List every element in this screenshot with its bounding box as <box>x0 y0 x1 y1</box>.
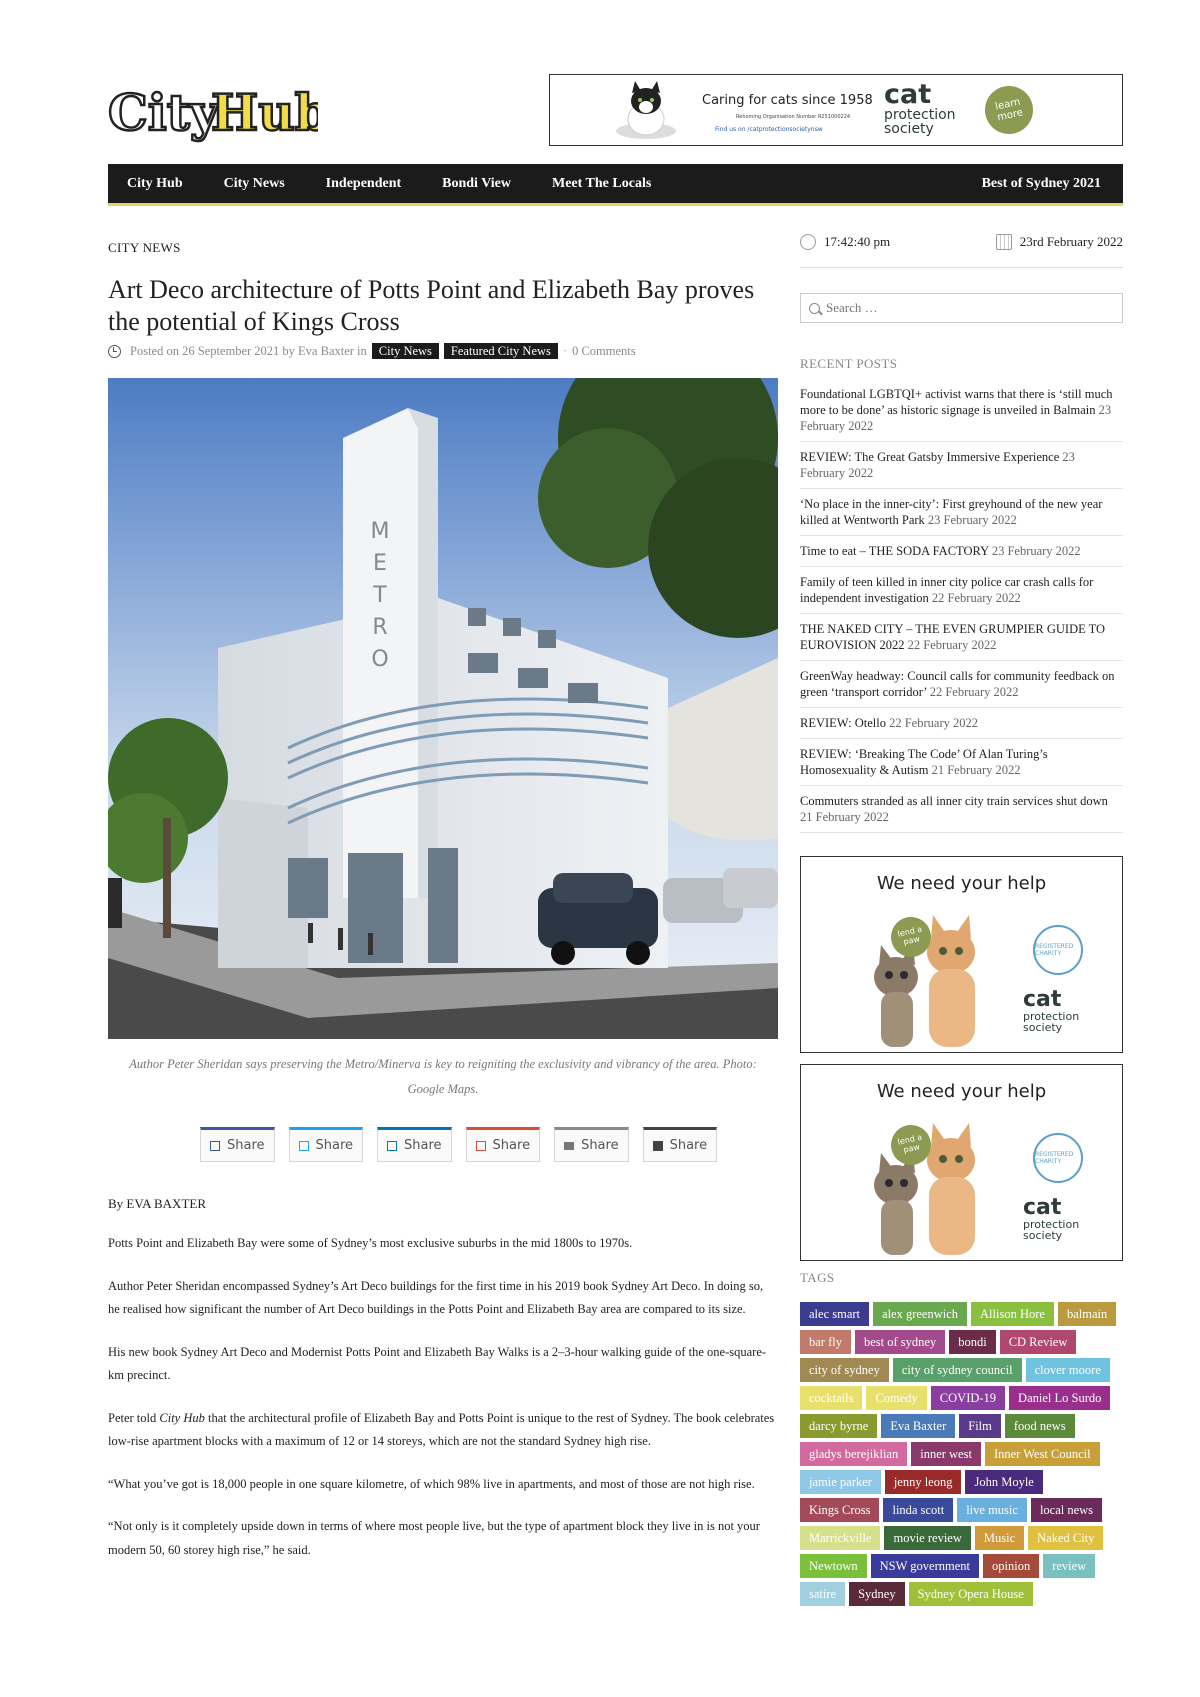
article-photo <box>108 378 778 1039</box>
tag-link[interactable]: Naked City <box>1028 1526 1103 1550</box>
registered-charity-seal: REGISTERED CHARITY <box>1033 925 1083 975</box>
tags-heading: TAGS <box>800 1270 835 1285</box>
nav-independent[interactable]: Independent <box>325 175 402 191</box>
cat-protection-sidebar-ad[interactable] <box>800 1064 1123 1261</box>
nav-meet-the-locals[interactable]: Meet The Locals <box>552 175 652 191</box>
tag-link[interactable]: Film <box>959 1414 1001 1438</box>
print-icon <box>653 1141 663 1151</box>
share-twitter-button[interactable]: Share <box>289 1127 364 1162</box>
recent-post-date: 22 February 2022 <box>907 638 997 652</box>
lend-a-paw-badge: lend a paw <box>887 913 934 960</box>
paragraph: Author Peter Sheridan encompassed Sydney’s Art Deco buildings for the first time in his 2019 book Sydney Art Deco. In doing so, he realised how significant the number of Art Deco buildings in the Potts Point and Elizabeth Bay area are compared to its size. <box>108 1278 764 1316</box>
search-icon <box>809 303 820 314</box>
paragraph: Peter told City Hub that the architectural profile of Elizabeth Bay and Potts Point is unique to the rest of Sydney. The book celebrates low-rise apartment blocks with a maximum of 12 or 14 storeys, which are not the standard Sydney high rise. <box>108 1410 775 1448</box>
recent-post-title[interactable]: Family of teen killed in inner city police car crash calls for independent investigation <box>800 575 1094 605</box>
tag-featured-city-news[interactable]: Featured City News <box>444 343 558 359</box>
recent-post-title[interactable]: REVIEW: The Great Gatsby Immersive Experience <box>800 450 1063 464</box>
tag-link[interactable]: John Moyle <box>965 1470 1042 1494</box>
recent-post-item[interactable] <box>800 668 1123 708</box>
tag-link[interactable]: opinion <box>983 1554 1039 1578</box>
article-meta <box>108 343 636 359</box>
tag-link[interactable]: Sydney <box>849 1582 905 1606</box>
tag-city-news[interactable]: City News <box>372 343 439 359</box>
article-category[interactable]: CITY NEWS <box>108 240 181 255</box>
recent-post-item[interactable] <box>800 621 1123 661</box>
tag-link[interactable]: live music <box>957 1498 1027 1522</box>
tag-link[interactable]: Inner West Council <box>985 1442 1100 1466</box>
recent-posts-heading: RECENT POSTS <box>800 356 898 371</box>
svg-text:Hub: Hub <box>211 83 318 142</box>
nav-bondi-view[interactable]: Bondi View <box>442 175 511 191</box>
paragraph: “What you’ve got is 18,000 people in one square kilometre, of which 98% live in apartments, and most of those are not high rise. <box>108 1476 755 1491</box>
photo-caption: Author Peter Sheridan says preserving the Metro/Minerva is key to reigniting the exclusivity and vibrancy of the area. Photo: Google Maps. <box>129 1057 757 1096</box>
cat-protection-banner-ad[interactable] <box>549 74 1123 146</box>
recent-posts-list <box>800 386 1123 840</box>
recent-post-item[interactable] <box>800 543 1123 567</box>
paragraph: Potts Point and Elizabeth Bay were some of Sydney’s most exclusive suburbs in the mid 1800s to 1970s. <box>108 1236 633 1250</box>
tag-link[interactable]: Music <box>975 1526 1024 1550</box>
tag-link[interactable]: Marrickville <box>800 1526 880 1550</box>
recent-post-title[interactable]: ‘No place in the inner-city’: First greyhound of the new year killed at Wentworth Park <box>800 497 1103 527</box>
paragraph: “Not only is it completely upside down in terms of where most people live, but the type of apartment block they live in is not your modern 50, 60 storey high rise,” he said. <box>108 1519 760 1557</box>
ad-headline: We need your help <box>876 1081 1047 1102</box>
date-time-bar <box>800 234 1123 268</box>
twitter-icon <box>299 1141 309 1151</box>
tag-link[interactable]: bar fly <box>800 1330 851 1354</box>
tag-link[interactable]: CD Review <box>1000 1330 1077 1354</box>
tag-link[interactable]: Eva Baxter <box>881 1414 955 1438</box>
calendar-icon <box>996 234 1012 250</box>
reddit-icon <box>476 1141 486 1151</box>
tag-link[interactable]: NSW government <box>871 1554 979 1578</box>
recent-post-title[interactable]: REVIEW: Otello <box>800 716 890 730</box>
cat-protection-sidebar-ad[interactable] <box>800 856 1123 1053</box>
email-icon <box>564 1142 574 1150</box>
recent-post-date: 22 February 2022 <box>929 685 1019 699</box>
recent-post-date: 21 February 2022 <box>800 810 889 824</box>
tag-link[interactable]: balmain <box>1058 1302 1116 1326</box>
recent-post-title[interactable]: Foundational LGBTQI+ activist warns that there is ‘still much more to be done’ as historic signage is unveiled in Balmain <box>800 387 1113 417</box>
recent-post-date: 21 February 2022 <box>931 763 1021 777</box>
tag-link[interactable]: Newtown <box>800 1554 867 1578</box>
nav-best-of-sydney[interactable]: Best of Sydney 2021 <box>981 175 1101 191</box>
paragraph: His new book Sydney Art Deco and Modernist Potts Point and Elizabeth Bay Walks is a 2–3-hour walking guide of the one-square-km precinct. <box>108 1344 767 1382</box>
tag-link[interactable]: Daniel Lo Surdo <box>1009 1386 1110 1410</box>
share-print-button[interactable]: Share <box>643 1127 718 1162</box>
tag-link[interactable]: best of sydney <box>855 1330 945 1354</box>
tag-link[interactable]: Comedy <box>866 1386 926 1410</box>
recent-post-date: 23 February 2022 <box>800 450 1075 480</box>
tag-link[interactable]: city of sydney <box>800 1358 889 1382</box>
ad-tagline: Caring for cats since 1958 <box>702 93 873 108</box>
learn-more-button[interactable]: learn more <box>981 82 1038 139</box>
share-email-button[interactable]: Share <box>554 1127 629 1162</box>
recent-post-item[interactable] <box>800 715 1123 739</box>
tag-link[interactable]: jamie parker <box>800 1470 881 1494</box>
recent-post-item[interactable] <box>800 793 1123 833</box>
share-buttons <box>200 1127 717 1162</box>
ad-headline: We need your help <box>876 873 1047 894</box>
article-body <box>108 1232 778 1581</box>
tag-link[interactable]: local news <box>1031 1498 1102 1522</box>
search-input[interactable] <box>800 293 1123 323</box>
kitten-image <box>608 79 686 141</box>
tag-link[interactable]: city of sydney council <box>893 1358 1022 1382</box>
recent-post-item[interactable] <box>800 449 1123 489</box>
meta-separator: · <box>562 343 568 358</box>
clock-icon <box>108 345 121 358</box>
cat-protection-society-logo: cat protection society <box>1023 1195 1080 1242</box>
tag-link[interactable]: COVID-19 <box>931 1386 1005 1410</box>
tag-link[interactable]: bondi <box>949 1330 995 1354</box>
tag-link[interactable]: cocktails <box>800 1386 862 1410</box>
current-time: 17:42:40 pm <box>824 234 891 249</box>
search-placeholder: Search … <box>826 300 878 315</box>
tag-link[interactable]: food news <box>1005 1414 1075 1438</box>
recent-post-item[interactable] <box>800 386 1123 442</box>
recent-post-date: 23 February 2022 <box>927 513 1017 527</box>
tag-link[interactable]: darcy byrne <box>800 1414 877 1438</box>
comments-link[interactable]: 0 Comments <box>572 343 636 358</box>
main-nav <box>108 164 1123 206</box>
nav-city-hub[interactable]: City Hub <box>127 175 183 191</box>
tag-link[interactable]: satire <box>800 1582 845 1606</box>
posted-info: Posted on 26 September 2021 by Eva Baxter in <box>130 343 367 358</box>
share-facebook-button[interactable]: Share <box>200 1127 275 1162</box>
city-hub-logo[interactable] <box>108 80 318 144</box>
recent-post-item[interactable] <box>800 746 1123 786</box>
tag-link[interactable]: gladys berejiklian <box>800 1442 907 1466</box>
recent-post-date: 22 February 2022 <box>931 591 1021 605</box>
svg-text:City: City <box>108 83 219 142</box>
tag-link[interactable]: movie review <box>884 1526 970 1550</box>
ad-registration: Rehoming Organisation Number R251000224 <box>736 114 851 120</box>
alarm-clock-icon <box>800 234 816 250</box>
linkedin-icon <box>387 1141 397 1151</box>
recent-post-title[interactable]: Commuters stranded as all inner city train services shut down <box>800 794 1108 808</box>
tag-link[interactable]: alec smart <box>800 1302 869 1326</box>
cat-protection-society-logo: cat protection society <box>884 79 956 137</box>
tag-link[interactable]: alex greenwich <box>873 1302 967 1326</box>
article-title: Art Deco architecture of Potts Point and Elizabeth Bay proves the potential of Kings Cross <box>108 275 755 336</box>
share-reddit-button[interactable]: Share <box>466 1127 541 1162</box>
tag-link[interactable]: Allison Hore <box>971 1302 1054 1326</box>
ad-facebook-link[interactable]: Find us on /catprotectionsocietynsw <box>715 126 823 133</box>
recent-post-date: 23 February 2022 <box>800 403 1112 433</box>
tag-cloud <box>800 1302 1123 1658</box>
lend-a-paw-badge: lend a paw <box>887 1121 934 1168</box>
share-linkedin-button[interactable]: Share <box>377 1127 452 1162</box>
cat-protection-society-logo: cat protection society <box>1023 987 1080 1034</box>
metro-sign: M E T R O <box>370 519 390 672</box>
tag-link[interactable]: review <box>1043 1554 1095 1578</box>
tag-link[interactable]: clover moore <box>1026 1358 1110 1382</box>
tag-link[interactable]: Kings Cross <box>800 1498 879 1522</box>
recent-post-date: 23 February 2022 <box>991 544 1081 558</box>
recent-post-title[interactable]: Time to eat – THE SODA FACTORY <box>800 544 992 558</box>
recent-post-item[interactable] <box>800 574 1123 614</box>
recent-post-item[interactable] <box>800 496 1123 536</box>
tag-link[interactable]: Sydney Opera House <box>909 1582 1033 1606</box>
recent-post-date: 22 February 2022 <box>889 716 978 730</box>
facebook-icon <box>210 1141 220 1151</box>
tag-link[interactable]: jenny leong <box>885 1470 962 1494</box>
tag-link[interactable]: inner west <box>911 1442 981 1466</box>
nav-city-news[interactable]: City News <box>223 175 285 191</box>
current-date: 23rd February 2022 <box>1019 234 1123 249</box>
recent-post-title[interactable]: REVIEW: ‘Breaking The Code’ Of Alan Turing’s Homosexuality & Autism <box>800 747 1048 777</box>
registered-charity-seal: REGISTERED CHARITY <box>1033 1133 1083 1183</box>
byline: By EVA BAXTER <box>108 1196 206 1211</box>
recent-post-title[interactable]: THE NAKED CITY – THE EVEN GRUMPIER GUIDE TO EUROVISION 2022 <box>800 622 1106 652</box>
tag-link[interactable]: linda scott <box>883 1498 953 1522</box>
recent-post-title[interactable]: GreenWay headway: Council calls for community feedback on green ‘transport corridor’ <box>800 669 1115 699</box>
